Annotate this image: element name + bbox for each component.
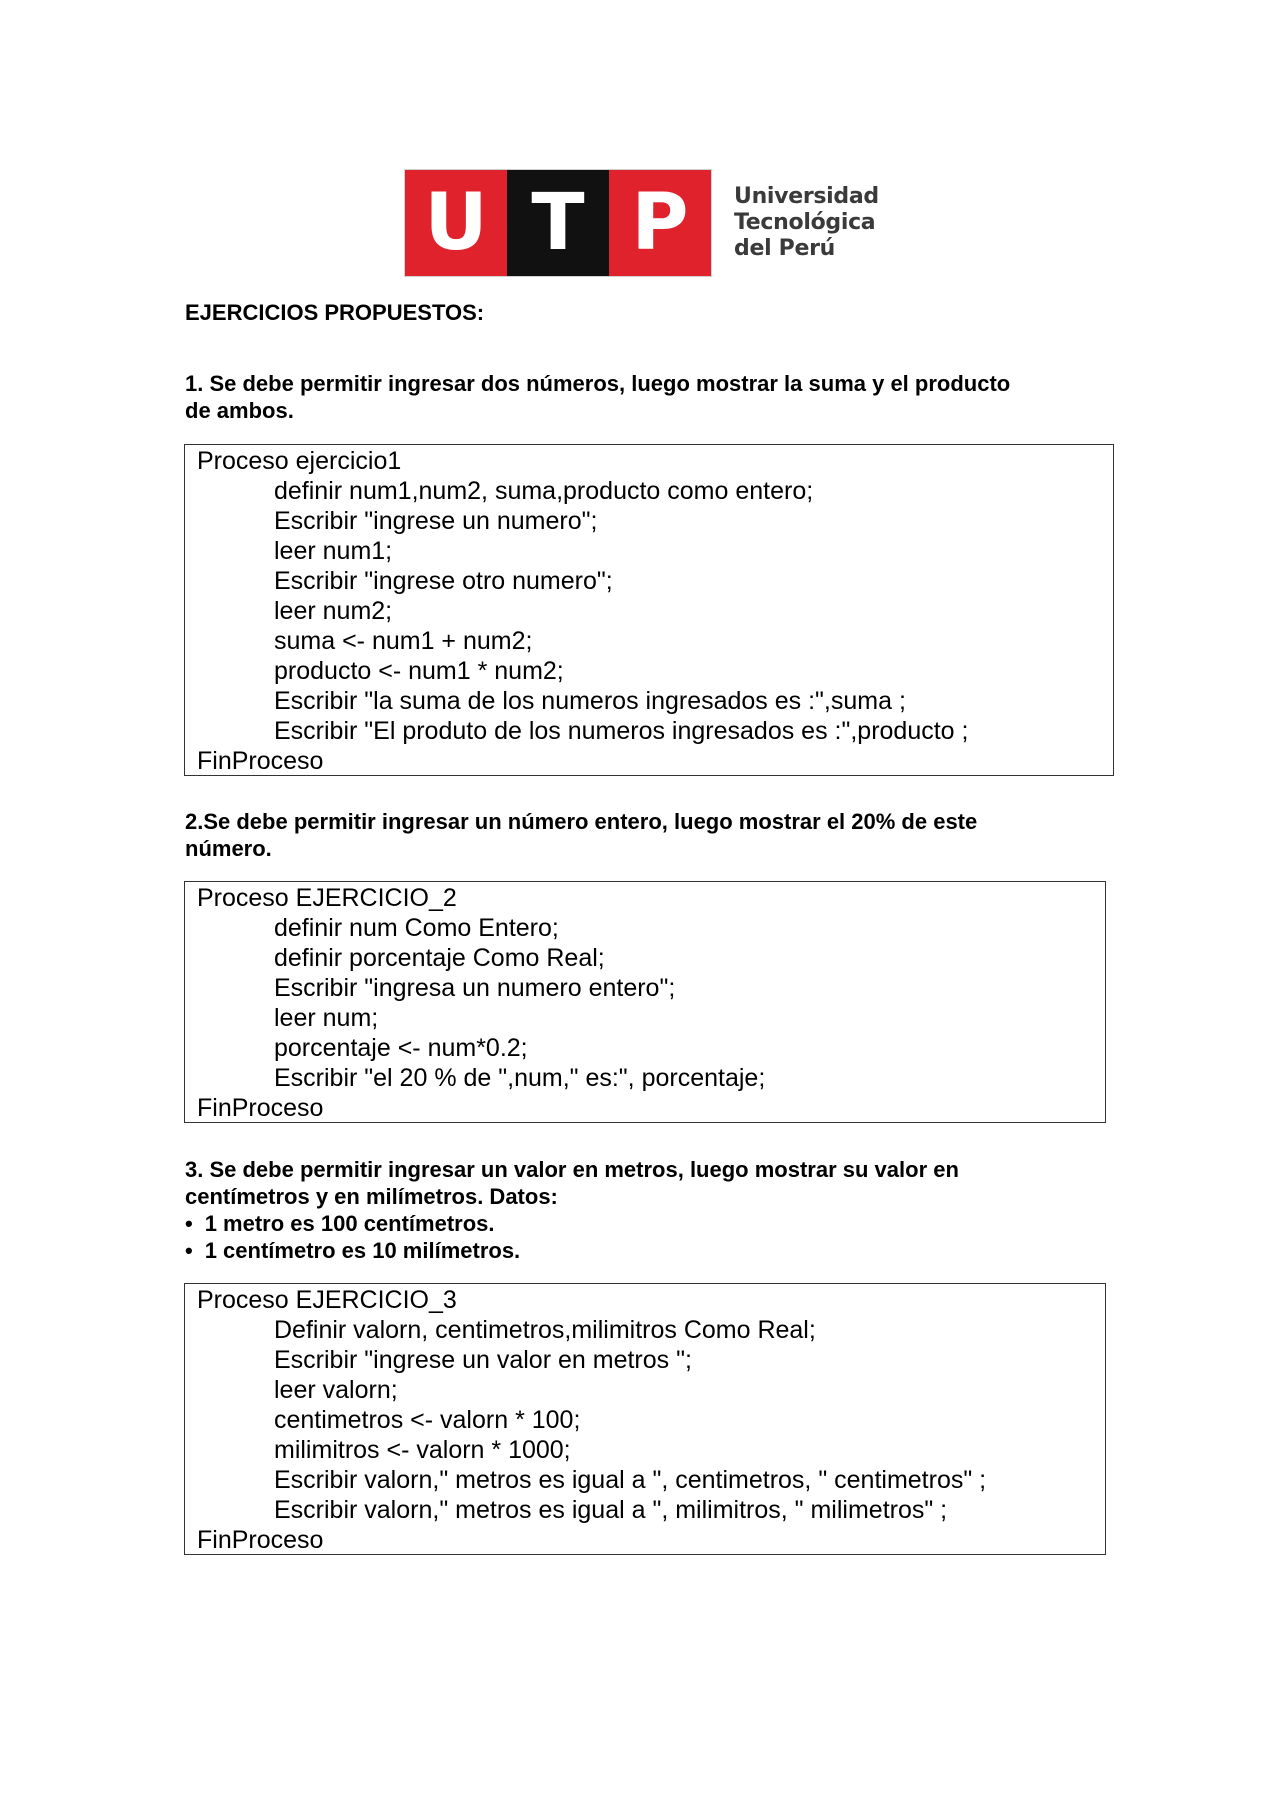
code-line: leer num; xyxy=(274,1004,379,1032)
code-line: Proceso EJERCICIO_3 xyxy=(197,1286,457,1314)
code-line: porcentaje <- num*0.2; xyxy=(274,1034,528,1062)
code-line: Escribir "la suma de los numeros ingresados es :",suma ; xyxy=(274,687,906,715)
exercise-3-data-list xyxy=(185,1210,520,1264)
logo-university-name xyxy=(734,184,879,262)
statement-line: 2.Se debe permitir ingresar un número entero, luego mostrar el 20% de este xyxy=(185,809,978,834)
code-line: definir porcentaje Como Real; xyxy=(274,944,605,972)
exercise-2-statement xyxy=(185,808,977,862)
code-line: definir num1,num2, suma,producto como entero; xyxy=(274,477,814,505)
logo-letter-u: U xyxy=(405,170,507,276)
code-line: FinProceso xyxy=(197,1526,324,1554)
exercise-1-statement xyxy=(185,370,1010,424)
utp-logo xyxy=(404,170,879,276)
code-line: Escribir "ingrese otro numero"; xyxy=(274,567,613,595)
exercise-2-code-box xyxy=(184,881,1106,1123)
code-line: Escribir "ingresa un numero entero"; xyxy=(274,974,676,1002)
code-line: producto <- num1 * num2; xyxy=(274,657,564,685)
statement-line: centímetros y en milímetros. Datos: xyxy=(185,1184,558,1209)
code-line: Definir valorn, centimetros,milimitros Como Real; xyxy=(274,1316,816,1344)
code-line: FinProceso xyxy=(197,1094,324,1122)
code-line: leer num2; xyxy=(274,597,393,625)
code-line: leer valorn; xyxy=(274,1376,398,1404)
code-line: Escribir valorn," metros es igual a ", milimitros, " milimetros" ; xyxy=(274,1496,948,1524)
data-bullet-item: • 1 metro es 100 centímetros. xyxy=(185,1210,520,1237)
exercise-1-code-box xyxy=(184,444,1114,776)
page-heading: EJERCICIOS PROPUESTOS: xyxy=(185,300,485,325)
code-line: Escribir "El produto de los numeros ingresados es :",producto ; xyxy=(274,717,969,745)
code-line: Escribir "el 20 % de ",num," es:", porcentaje; xyxy=(274,1064,766,1092)
statement-line: de ambos. xyxy=(185,398,294,423)
code-line: centimetros <- valorn * 100; xyxy=(274,1406,581,1434)
code-line: Escribir "ingrese un valor en metros "; xyxy=(274,1346,692,1374)
exercise-3-statement xyxy=(185,1156,959,1210)
code-line: definir num Como Entero; xyxy=(274,914,559,942)
code-line: Escribir "ingrese un numero"; xyxy=(274,507,598,535)
statement-line: número. xyxy=(185,836,272,861)
code-line: Proceso EJERCICIO_2 xyxy=(197,884,457,912)
code-line: leer num1; xyxy=(274,537,393,565)
code-line: Escribir valorn," metros es igual a ", centimetros, " centimetros" ; xyxy=(274,1466,987,1494)
code-line: suma <- num1 + num2; xyxy=(274,627,533,655)
code-line: Proceso ejercicio1 xyxy=(197,447,402,475)
code-line: milimitros <- valorn * 1000; xyxy=(274,1436,571,1464)
statement-line: 3. Se debe permitir ingresar un valor en metros, luego mostrar su valor en xyxy=(185,1157,959,1182)
logo-text-line: Tecnológica xyxy=(734,210,876,235)
exercise-3-code-box xyxy=(184,1283,1106,1555)
logo-letter-p: P xyxy=(609,170,711,276)
code-line: FinProceso xyxy=(197,747,324,775)
data-bullet-item: • 1 centímetro es 10 milímetros. xyxy=(185,1237,520,1264)
logo-letter-blocks xyxy=(404,169,712,277)
logo-text-line: del Perú xyxy=(734,236,836,261)
logo-letter-t: T xyxy=(507,170,609,276)
statement-line: 1. Se debe permitir ingresar dos números, luego mostrar la suma y el producto xyxy=(185,371,1011,396)
logo-text-line: Universidad xyxy=(734,184,879,209)
